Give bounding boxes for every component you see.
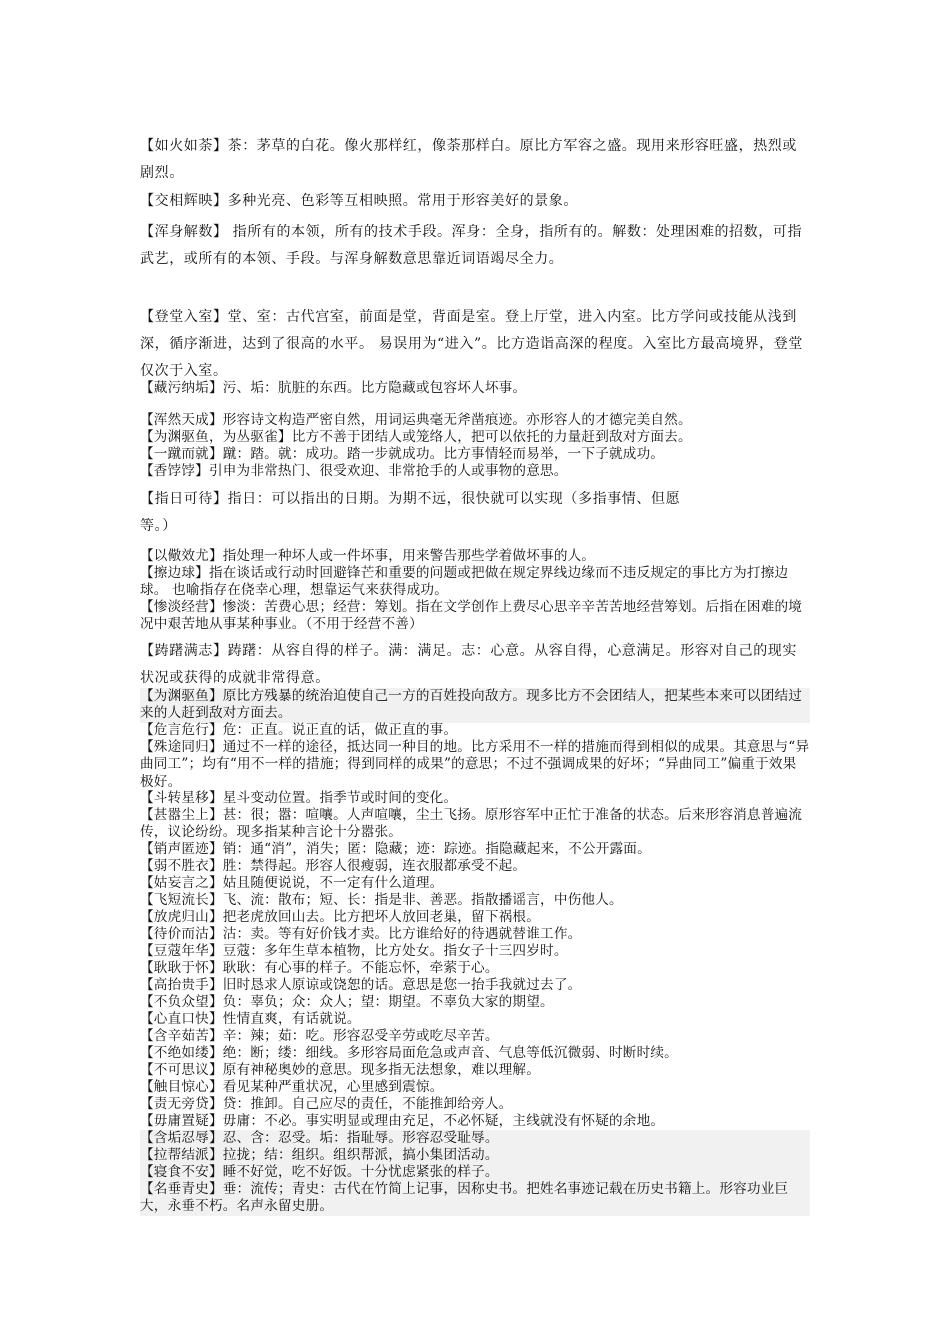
- idiom-head: 【为渊驱鱼，为丛驱雀】: [140, 429, 292, 445]
- idiom-entry: [140, 380, 810, 397]
- idiom-entry: [140, 1079, 810, 1096]
- idiom-definition: 垂：流传；青史：古代在竹简上记事，因称史书。把姓名事迹记载在历史书籍上。形容功业巨大，永垂不朽。名声永留史册。: [140, 1181, 789, 1215]
- idiom-entry: [140, 188, 810, 215]
- idiom-entry: [140, 943, 810, 960]
- idiom-head: 【含垢忍辱】: [140, 1130, 223, 1146]
- idiom-head: 【殊途同归】: [140, 739, 223, 755]
- idiom-head: 【惨淡经营】: [140, 599, 223, 615]
- idiom-entry: [140, 858, 810, 875]
- idiom-entry: [140, 722, 810, 739]
- idiom-entry: [140, 688, 810, 723]
- idiom-head: 【心直口快】: [140, 1011, 223, 1027]
- idiom-definition: 姑且随便说说，不一定有什么道理。: [222, 875, 444, 891]
- idiom-head: 【不可思议】: [140, 1062, 223, 1078]
- idiom-head: 【为渊驱鱼】: [140, 688, 223, 704]
- idiom-entry: [140, 1164, 810, 1181]
- idiom-entry: [140, 1011, 810, 1028]
- idiom-definition: 堂、室：古代宫室，前面是堂，背面是室。登上厅堂，进入内室。比方学问或技能从浅到深，循序渐进，达到了很高的水平。 易误用为“进入”。比方造诣高深的程度。入室比方最高境界，登堂仅次于入室。: [140, 309, 803, 379]
- idiom-definition: 忍、含：忍受。垢：指耻辱。形容忍受耻辱。: [222, 1130, 499, 1146]
- idiom-entry: [140, 1028, 810, 1045]
- idiom-entry: [140, 977, 810, 994]
- idiom-entry: [140, 841, 810, 858]
- idiom-definition: 看见某种严重状况，心里感到震惊。: [222, 1079, 444, 1095]
- idiom-entry: [140, 548, 810, 565]
- idiom-definition: 甚：很；嚣：喧嚷。人声喧嚷，尘土飞扬。原形容军中正忙于准备的状态。后来形容消息普遍流传，议论纷纷。现多指某种言论十分嚣张。: [140, 807, 803, 841]
- idiom-entry: [140, 960, 810, 977]
- idiom-definition: 贷：推卸。自己应尽的责任，不能推卸给旁人。: [222, 1096, 513, 1112]
- idiom-definition: 指在谈话或行动时回避锋芒和重要的问题或把做在规定界线边缘而不违反规定的事比方为打擦边球。 也喻指存在侥幸心理，想靠运气来获得成功。: [140, 565, 789, 599]
- idiom-entry: [140, 565, 810, 600]
- idiom-entry: [140, 994, 810, 1011]
- idiom-head: 【浑身解数】: [140, 224, 228, 240]
- idiom-definition: 指所有的本领，所有的技术手段。浑身：全身，指所有的。解数：处理困难的招数，可指武艺，或所有的本领、手段。与浑身解数意思靠近词语竭尽全力。: [140, 224, 803, 267]
- idiom-definition: 销：通“消”，消失；匿：隐藏；迹：踪迹。指隐藏起来，不公开露面。: [222, 841, 651, 857]
- idiom-entry: [140, 807, 810, 842]
- idiom-entry: [140, 1130, 810, 1147]
- idiom-definition: 指处理一种坏人或一件坏事，用来警告那些学着做坏事的人。: [222, 548, 596, 564]
- idiom-entry: [140, 1113, 810, 1130]
- idiom-head: 【登堂入室】: [140, 309, 228, 325]
- idiom-entry: [140, 892, 810, 909]
- idiom-entry: [140, 463, 810, 480]
- idiom-definition: 指日：可以指出的日期。为期不远，很快就可以实现（多指事情、但愿: [227, 491, 681, 507]
- idiom-definition: 拉拢；结：组织。组织帮派，搞小集团活动。: [222, 1147, 499, 1163]
- idiom-head: 【如火如荼】: [140, 138, 228, 154]
- idiom-head: 【销声匿迹】: [140, 841, 223, 857]
- idiom-definition: 通过不一样的途径，抵达同一种目的地。比方采用不一样的措施而得到相似的成果。其意思与“异曲同工”；均有“用不一样的措施；得到同样的成果”的意思；不过不强调成果的好坏；“异曲同工”偏重于效果极好。: [140, 739, 810, 790]
- idiom-head: 【姑妄言之】: [140, 875, 223, 891]
- idiom-definition: 旧时恳求人原谅或饶恕的话。意思是您一抬手我就过去了。: [222, 977, 582, 993]
- idiom-definition: 原比方残暴的统治迫使自己一方的百姓投向敌方。现多比方不会团结人，把某些本来可以团结过来的人赶到敌对方面去。: [140, 688, 803, 722]
- idiom-head: 【香饽饽】: [140, 463, 209, 479]
- idiom-definition: 沽：卖。等有好价钱才卖。比方谁给好的待遇就替谁工作。: [222, 926, 582, 942]
- idiom-head: 【不负众望】: [140, 994, 223, 1010]
- idiom-definition: 辛：辣；茹：吃。形容忍受辛劳或吃尽辛苦。: [222, 1028, 499, 1044]
- idiom-head: 【责无旁贷】: [140, 1096, 223, 1112]
- idiom-entry: [140, 790, 810, 807]
- idiom-definition: 踌躇：从容自得的样子。满：满足。志：心意。从容自得，心意满足。形容对自己的现实状况或获得的成就非常得意。: [140, 643, 798, 686]
- idiom-head: 【浑然天成】: [140, 412, 223, 428]
- idiom-head: 【甚嚣尘上】: [140, 807, 223, 823]
- idiom-head: 【豆蔻年华】: [140, 943, 223, 959]
- idiom-entry: [140, 133, 810, 187]
- idiom-definition: 飞、流：散布；短、长：指是非、善恶。指散播谣言，中伤他人。: [222, 892, 623, 908]
- idiom-head: 【放虎归山】: [140, 909, 223, 925]
- idiom-definition: 睡不好觉，吃不好饭。十分忧虑紧张的样子。: [222, 1164, 499, 1180]
- idiom-head: 【踌躇满志】: [140, 643, 228, 659]
- idiom-definition: 形容诗文构造严密自然，用词运典毫无斧凿痕迹。亦形容人的才德完美自然。: [222, 412, 692, 428]
- idiom-head: 【弱不胜衣】: [140, 858, 223, 874]
- idiom-entry: [140, 219, 810, 273]
- idiom-head: 【交相辉映】: [140, 193, 228, 209]
- idiom-head: 【藏污纳垢】: [140, 380, 223, 396]
- idiom-definition: 毋庸：不必。事实明显或理由充足，不必怀疑，主线就没有怀疑的余地。: [222, 1113, 665, 1129]
- idiom-entry: [140, 1045, 810, 1062]
- idiom-entry: [140, 1062, 810, 1079]
- idiom-definition: 比方不善于团结人或笼络人，把可以依托的力量赶到敌对方面去。: [291, 429, 692, 445]
- idiom-head: 【一蹴而就】: [140, 446, 223, 462]
- idiom-definition: 危：正直。说正直的话，做正直的事。: [222, 722, 458, 738]
- idiom-definition: 胜：禁得起。形容人很瘦弱，连衣服都承受不起。: [222, 858, 527, 874]
- idiom-head: 【擦边球】: [140, 565, 209, 581]
- idiom-entry: [140, 599, 810, 634]
- idiom-head: 【毋庸置疑】: [140, 1113, 223, 1129]
- idiom-definition: 等。）: [140, 518, 177, 534]
- idiom-entry: [140, 875, 810, 892]
- idiom-definition: 蹴：踏。就：成功。踏一步就成功。比方事情轻而易举，一下子就成功。: [222, 446, 665, 462]
- idiom-entry: [140, 926, 810, 943]
- idiom-head: 【寝食不安】: [140, 1164, 223, 1180]
- idiom-definition: 污、垢：肮脏的东西。比方隐藏或包容坏人坏事。: [222, 380, 527, 396]
- idiom-head: 【触目惊心】: [140, 1079, 223, 1095]
- idiom-definition: 惨淡：苦费心思；经营：筹划。指在文学创作上费尽心思辛辛苦苦地经营筹划。后指在困难的境况中艰苦地从事某种事业。（不用于经营不善）: [140, 599, 803, 633]
- idiom-definition: 原有神秘奥妙的意思。现多指无法想象，难以理解。: [222, 1062, 541, 1078]
- idiom-entry: [140, 429, 810, 446]
- idiom-entry: [140, 412, 810, 429]
- idiom-entry: [140, 638, 810, 692]
- idiom-definition: 星斗变动位置。指季节或时间的变化。: [222, 790, 458, 806]
- idiom-head: 【不绝如缕】: [140, 1045, 223, 1061]
- idiom-definition: 多种光亮、色彩等互相映照。常用于形容美好的景象。: [227, 193, 579, 209]
- idiom-head: 【以儆效尤】: [140, 548, 223, 564]
- idiom-definition: 负：辜负；众：众人；望：期望。不辜负大家的期望。: [222, 994, 554, 1010]
- idiom-entry: [140, 739, 810, 791]
- idiom-entry: [140, 1096, 810, 1113]
- idiom-head: 【高抬贵手】: [140, 977, 223, 993]
- idiom-head: 【拉帮结派】: [140, 1147, 223, 1163]
- idiom-definition: 把老虎放回山去。比方把坏人放回老巢，留下祸根。: [222, 909, 541, 925]
- idiom-entry: [140, 1181, 810, 1216]
- idiom-head: 【含辛茹苦】: [140, 1028, 223, 1044]
- idiom-head: 【耿耿于怀】: [140, 960, 223, 976]
- idiom-head: 【指日可待】: [140, 491, 228, 507]
- idiom-definition: 绝：断；缕：细线。多形容局面危急或声音、气息等低沉微弱、时断时续。: [222, 1045, 678, 1061]
- idiom-entry: [140, 304, 810, 385]
- idiom-entry: [140, 1147, 810, 1164]
- idiom-definition: 豆蔻：多年生草本植物，比方处女。指女子十三四岁时。: [222, 943, 568, 959]
- idiom-entry: [140, 446, 810, 463]
- idiom-head: 【斗转星移】: [140, 790, 223, 806]
- idiom-head: 【飞短流长】: [140, 892, 223, 908]
- idiom-entry: [140, 909, 810, 926]
- idiom-definition: 性情直爽，有话就说。: [222, 1011, 361, 1027]
- idiom-head: 【危言危行】: [140, 722, 223, 738]
- idiom-entry-continuation: [140, 513, 810, 540]
- idiom-entry: [140, 486, 810, 513]
- idiom-head: 【名垂青史】: [140, 1181, 223, 1197]
- idiom-definition: 引申为非常热门、很受欢迎、非常抢手的人或事物的意思。: [208, 463, 568, 479]
- idiom-definition: 耿耿：有心事的样子。不能忘怀，牵萦于心。: [222, 960, 499, 976]
- idiom-definition: 茶：茅草的白花。像火那样红，像荼那样白。原比方军容之盛。现用来形容旺盛，热烈或剧烈。: [140, 138, 798, 181]
- idiom-head: 【待价而沽】: [140, 926, 223, 942]
